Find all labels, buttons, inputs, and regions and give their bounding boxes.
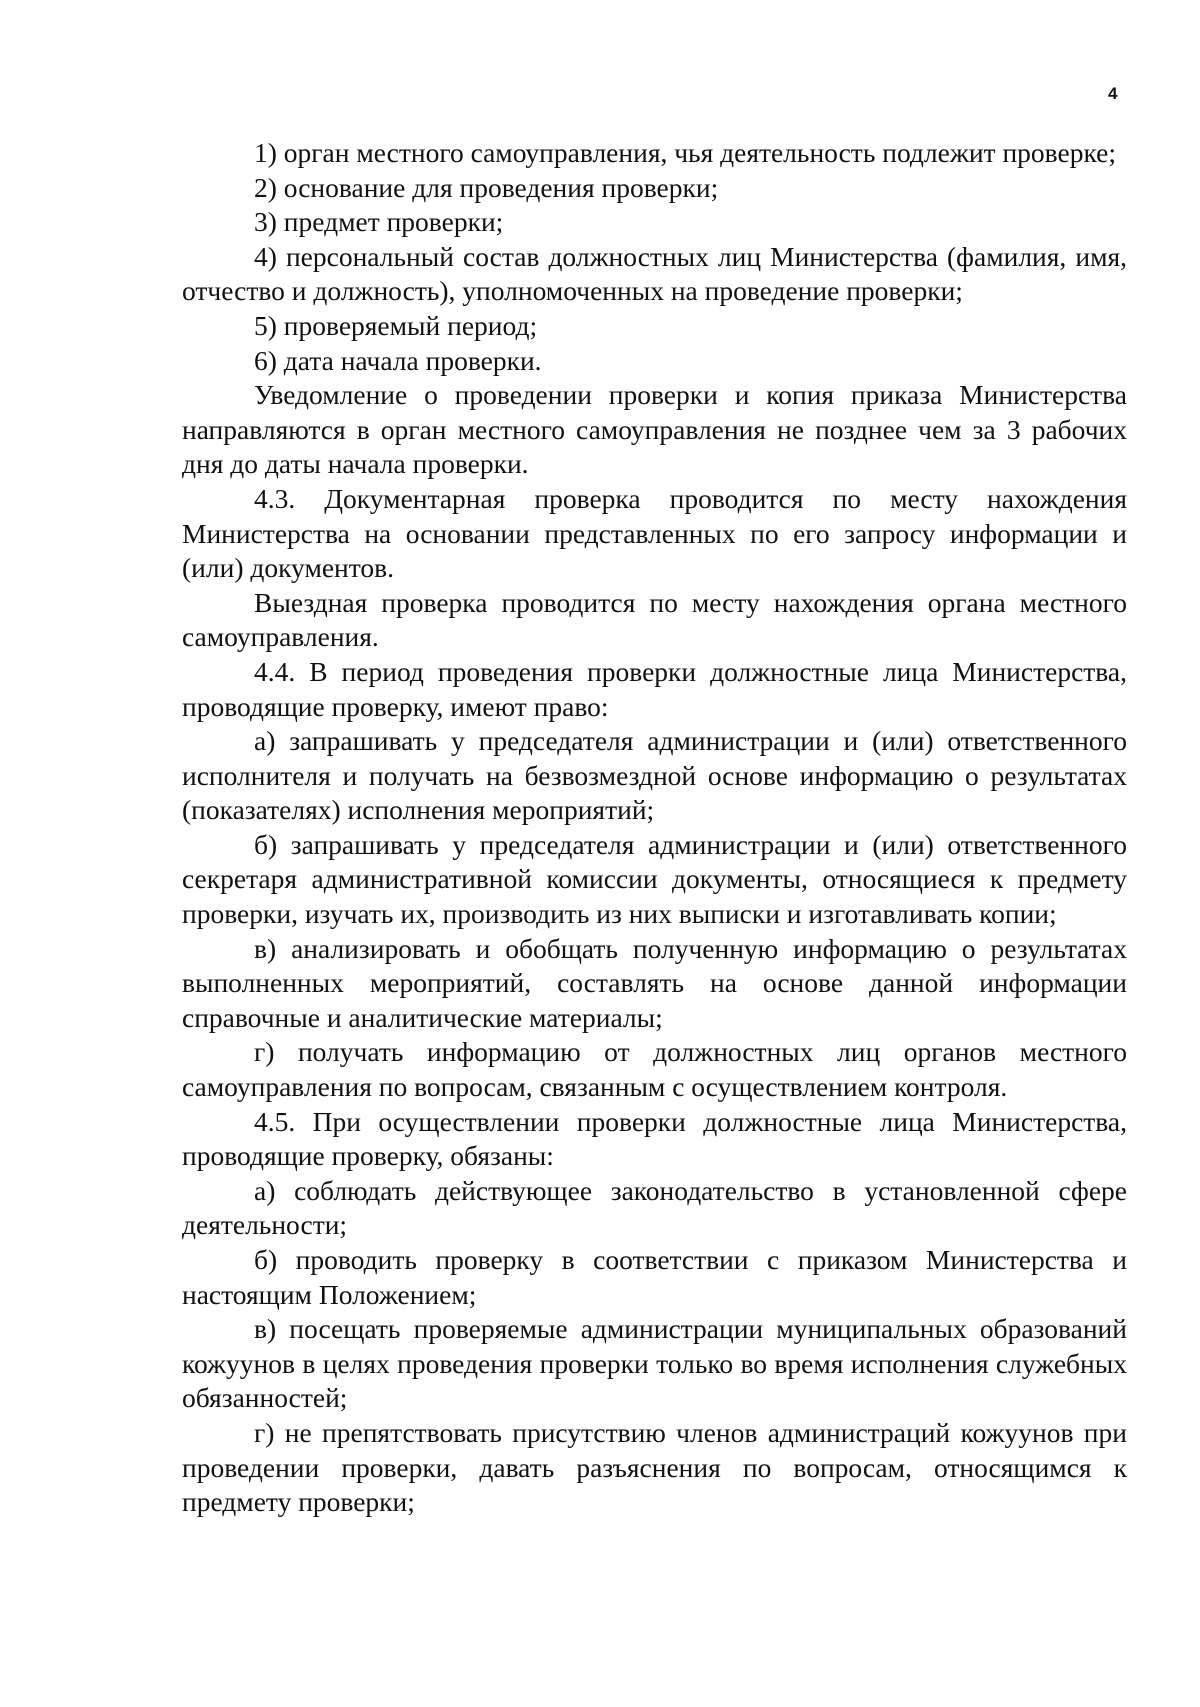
paragraph: г) получать информацию от должностных лиц органов местного самоуправления по вопросам, связанным с осуществлением контроля. — [182, 1036, 1127, 1103]
paragraph: б) запрашивать у председателя администрации и (или) ответственного секретаря административной комиссии документы, относящиеся к предмету проверки, изучать их, производить из них выписки и изготавливать копии; — [182, 828, 1127, 930]
paragraph: в) анализировать и обобщать полученную информацию о результатах выполненных мероприятий, составлять на основе данной информации справочные и аналитические материалы; — [182, 932, 1127, 1033]
document-body — [182, 136, 1127, 1520]
paragraph: 4) персональный состав должностных лиц Министерства (фамилия, имя, отчество и должность), уполномоченных на проведение проверки; — [182, 240, 1127, 307]
paragraph: г) не препятствовать присутствию членов администраций кожуунов при проведении проверки, давать разъяснения по вопросам, относящимся к предмету проверки; — [182, 1416, 1127, 1518]
paragraph: 2) основание для проведения проверки; — [254, 171, 719, 203]
paragraph: Выездная проверка проводится по месту нахождения органа местного самоуправления. — [182, 586, 1127, 653]
paragraph: в) посещать проверяемые администрации муниципальных образований кожуунов в целях проведения проверки только во время исполнения служебных обязанностей; — [182, 1313, 1127, 1414]
paragraph: а) запрашивать у председателя администрации и (или) ответственного исполнителя и получать на безвозмездной основе информацию о результатах (показателях) исполнения мероприятий; — [182, 725, 1127, 826]
paragraph: 3) предмет проверки; — [254, 206, 504, 238]
paragraph: 5) проверяемый период; — [254, 309, 538, 341]
page-number: 4 — [1108, 84, 1118, 103]
paragraph: 6) дата начала проверки. — [254, 344, 542, 376]
paragraph: а) соблюдать действующее законодательство в установленной сфере деятельности; — [182, 1174, 1127, 1241]
paragraph: б) проводить проверку в соответствии с приказом Министерства и настоящим Положением; — [182, 1244, 1127, 1310]
paragraph: 4.3. Документарная проверка проводится по месту нахождения Министерства на основании представленных по его запросу информации и (или) документов. — [182, 482, 1127, 584]
paragraph: 4.4. В период проведения проверки должностные лица Министерства, проводящие проверку, имеют право: — [182, 655, 1127, 722]
paragraph: 4.5. При осуществлении проверки должностные лица Министерства, проводящие проверку, обязаны: — [182, 1105, 1127, 1172]
paragraph: Уведомление о проведении проверки и копия приказа Министерства направляются в орган местного самоуправления не позднее чем за 3 рабочих дня до даты начала проверки. — [182, 379, 1127, 480]
paragraph: 1) орган местного самоуправления, чья деятельность подлежит проверке; — [254, 137, 1116, 168]
